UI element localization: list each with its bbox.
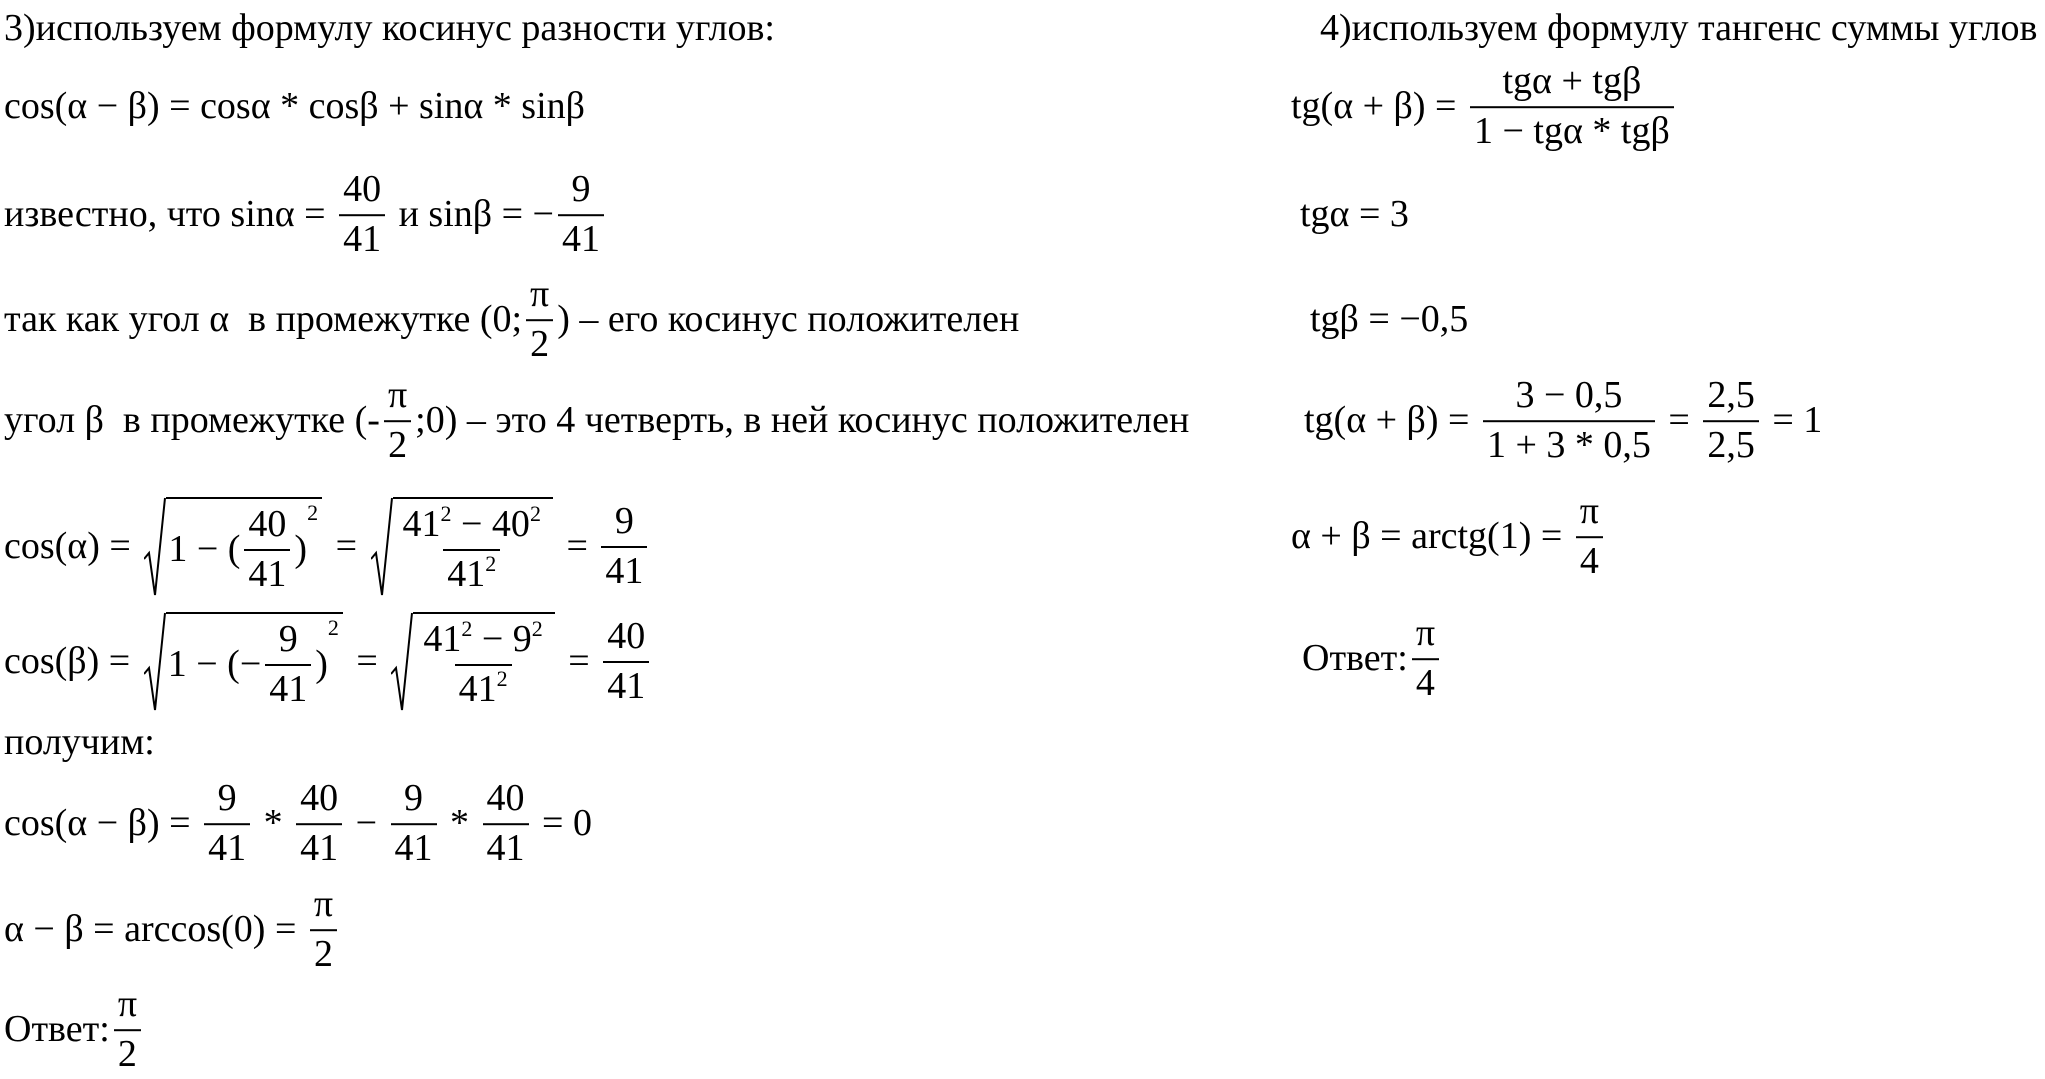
radical-sign-icon — [144, 612, 166, 712]
math-text: 2 — [117, 1033, 137, 1075]
fraction — [265, 619, 311, 711]
math-text: 3 − 0,5 — [1515, 374, 1623, 417]
math-text: = — [556, 525, 598, 568]
math-text: π — [313, 883, 334, 926]
math-text: * — [254, 802, 293, 845]
fraction-denominator — [114, 1029, 141, 1076]
math-text: так как угол α в промежутке (0; — [4, 298, 523, 341]
fraction-numerator — [526, 274, 553, 319]
math-text: 41 — [394, 827, 433, 869]
math-text: = — [558, 640, 600, 683]
math-text: cos(α − β) = cosα * cosβ + sinα * sinβ — [4, 85, 585, 128]
fraction — [1483, 375, 1655, 467]
fraction-denominator — [1576, 536, 1603, 583]
math-text: 41 — [248, 553, 287, 595]
math-text: ) — [294, 528, 308, 571]
fraction-denominator — [526, 319, 553, 366]
fraction-numerator — [1412, 613, 1439, 658]
fraction — [526, 274, 553, 366]
math-text: 41 — [269, 668, 308, 710]
math-text: 2 — [388, 424, 408, 466]
cos-beta-calculation — [4, 612, 653, 712]
radicand — [413, 612, 554, 712]
fraction-denominator — [1703, 420, 1759, 467]
beta-interval-note — [4, 375, 1189, 467]
math-text: 1 − (− — [167, 643, 262, 686]
fraction-numerator — [296, 778, 342, 823]
superscript: 2 — [307, 500, 319, 525]
cosine-difference-formula — [4, 86, 585, 128]
math-text: tg(α + β) = — [1304, 399, 1479, 442]
math-text: tgβ = −0,5 — [1310, 298, 1469, 341]
math-text: α + β = arctg(1) = — [1291, 515, 1572, 558]
math-text: tg(α + β) = — [1291, 85, 1466, 128]
square-root — [391, 612, 554, 712]
fraction-numerator — [114, 984, 141, 1029]
math-text: ;0) – это 4 четверть, в ней косинус положителен — [415, 399, 1190, 442]
fraction — [399, 501, 545, 596]
fraction-denominator — [1470, 106, 1674, 153]
we-get-label — [4, 722, 155, 764]
fraction-numerator — [1703, 375, 1759, 420]
math-text: = 0 — [532, 802, 592, 845]
math-text: 4)используем формулу тангенс суммы углов — [1320, 7, 2038, 50]
fraction-denominator — [1483, 420, 1655, 467]
math-text: ) – его косинус положителен — [557, 298, 1020, 341]
fraction-numerator — [400, 778, 427, 823]
math-text: 41 — [402, 503, 441, 546]
math-text: Ответ: — [4, 1008, 110, 1051]
math-text: 1 − ( — [168, 528, 241, 571]
math-text: 1 + 3 * 0,5 — [1486, 424, 1651, 466]
fraction-numerator — [275, 619, 302, 664]
fraction-denominator — [455, 664, 512, 711]
math-text: cos(α) = — [4, 525, 141, 568]
superscript: 2 — [440, 501, 452, 527]
math-text: 9 — [614, 500, 634, 543]
math-text: 9 — [571, 168, 591, 211]
fraction-numerator — [1576, 491, 1603, 536]
fraction-denominator — [244, 549, 290, 596]
fraction-denominator — [1412, 658, 1439, 705]
superscript: 2 — [327, 615, 339, 640]
math-text: 41 — [561, 218, 600, 260]
math-text: 41 — [486, 827, 525, 869]
math-text: cos(α − β) = — [4, 802, 201, 845]
math-text: * — [440, 802, 479, 845]
math-text: 9 — [404, 777, 424, 820]
fraction — [391, 778, 437, 870]
radical-sign-icon — [144, 497, 166, 597]
fraction-denominator — [384, 420, 411, 467]
math-text: и sinβ = − — [389, 193, 554, 236]
fraction-numerator — [603, 616, 649, 661]
math-text: 40 — [607, 615, 646, 658]
radicand — [166, 612, 343, 712]
math-text: 41 — [607, 665, 646, 707]
fraction-denominator — [265, 664, 311, 711]
cos-alpha-calculation — [4, 497, 651, 597]
math-text: 41 — [208, 827, 247, 869]
fraction-numerator — [384, 375, 411, 420]
math-text: 41 — [300, 827, 339, 869]
square-root — [144, 612, 343, 712]
fraction-numerator — [214, 778, 241, 823]
math-text: − 9 — [472, 618, 532, 661]
math-text: − 40 — [451, 503, 530, 546]
math-text: 40 — [300, 777, 339, 820]
fraction-denominator — [339, 214, 385, 261]
math-text: 40 — [248, 503, 287, 546]
fraction — [483, 778, 529, 870]
fraction-denominator — [204, 823, 250, 870]
math-text: 3)используем формулу косинус разности углов: — [4, 7, 775, 50]
fraction-denominator — [558, 214, 604, 261]
alpha-plus-beta-result — [1291, 491, 1607, 583]
math-text: 2 — [530, 323, 550, 365]
task-3-answer — [4, 984, 145, 1076]
math-text: угол β в промежутке (- — [4, 399, 380, 442]
math-text: 2,5 — [1707, 374, 1755, 417]
fraction-denominator — [601, 546, 647, 593]
fraction-denominator — [483, 823, 529, 870]
math-text: α − β = arccos(0) = — [4, 908, 306, 951]
fraction-denominator — [443, 549, 500, 596]
square-root — [144, 497, 322, 597]
fraction — [1470, 61, 1674, 153]
superscript: 2 — [529, 501, 541, 527]
superscript: 2 — [485, 551, 497, 576]
math-text: 41 — [343, 218, 382, 260]
fraction-numerator — [611, 501, 638, 546]
fraction — [558, 169, 604, 261]
task-4-heading — [1320, 8, 2037, 50]
fraction-denominator — [296, 823, 342, 870]
fraction — [339, 169, 385, 261]
fraction-denominator — [310, 929, 337, 976]
math-text: 41 — [458, 668, 497, 710]
fraction-numerator — [567, 169, 594, 214]
alpha-minus-beta-result — [4, 884, 341, 976]
fraction-numerator — [1498, 61, 1645, 106]
math-text: = 1 — [1762, 399, 1823, 442]
superscript: 2 — [496, 666, 508, 691]
math-text: получим: — [4, 721, 155, 764]
math-text: известно, что sinα = — [4, 193, 336, 236]
fraction — [296, 778, 342, 870]
math-text: π — [117, 983, 137, 1026]
fraction — [114, 984, 141, 1076]
fraction — [1576, 491, 1603, 583]
math-text: 2,5 — [1707, 424, 1755, 466]
math-text: 4 — [1415, 662, 1435, 704]
fraction-numerator — [244, 504, 290, 549]
fraction — [1703, 375, 1759, 467]
tg-beta-value — [1310, 299, 1468, 341]
math-text: 40 — [486, 777, 525, 820]
fraction — [384, 375, 411, 467]
fraction-numerator — [419, 616, 546, 664]
math-text: = — [326, 525, 367, 568]
math-text: Ответ: — [1302, 637, 1408, 680]
math-text: tgα = 3 — [1300, 193, 1409, 236]
fraction — [244, 504, 290, 596]
radical-sign-icon — [391, 612, 413, 712]
superscript: 2 — [461, 616, 473, 642]
math-text: 40 — [343, 168, 382, 211]
math-text: 1 − tgα * tgβ — [1473, 110, 1670, 152]
math-text: = — [1658, 399, 1700, 442]
math-text: ) — [315, 643, 328, 686]
fraction — [603, 616, 649, 708]
math-text: 41 — [447, 553, 486, 595]
fraction-numerator — [399, 501, 545, 549]
fraction-numerator — [1511, 375, 1626, 420]
fraction-denominator — [391, 823, 437, 870]
fraction-numerator — [310, 884, 337, 929]
math-text: π — [1579, 490, 1599, 533]
fraction — [310, 884, 337, 976]
fraction-numerator — [483, 778, 529, 823]
math-text: π — [530, 273, 550, 316]
math-text: cos(β) = — [4, 640, 140, 683]
cos-difference-result — [4, 778, 592, 870]
radicand — [166, 497, 322, 597]
tg-sum-calculation — [1304, 375, 1822, 467]
tangent-sum-formula — [1291, 61, 1678, 153]
tg-alpha-value — [1300, 194, 1409, 236]
radicand — [393, 497, 553, 597]
alpha-interval-note — [4, 274, 1019, 366]
fraction — [204, 778, 250, 870]
fraction-denominator — [603, 661, 649, 708]
task-4-answer — [1302, 613, 1443, 705]
fraction — [601, 501, 647, 593]
given-sines — [4, 169, 608, 261]
math-text: π — [1415, 612, 1435, 655]
superscript: 2 — [531, 616, 543, 642]
math-text: 9 — [278, 618, 298, 661]
square-root — [371, 497, 553, 597]
math-text: 2 — [313, 933, 333, 975]
math-text: = — [346, 640, 388, 683]
task-3-heading — [4, 8, 775, 50]
math-text: 41 — [605, 550, 644, 592]
radical-sign-icon — [371, 497, 393, 597]
fraction-numerator — [339, 169, 385, 214]
math-text: 41 — [423, 618, 462, 661]
math-text: π — [387, 374, 408, 417]
fraction — [1412, 613, 1439, 705]
math-text: 4 — [1579, 540, 1599, 582]
math-text: tgα + tgβ — [1502, 60, 1642, 103]
math-text: − — [346, 802, 387, 845]
fraction — [419, 616, 546, 711]
math-text: 9 — [217, 777, 237, 820]
